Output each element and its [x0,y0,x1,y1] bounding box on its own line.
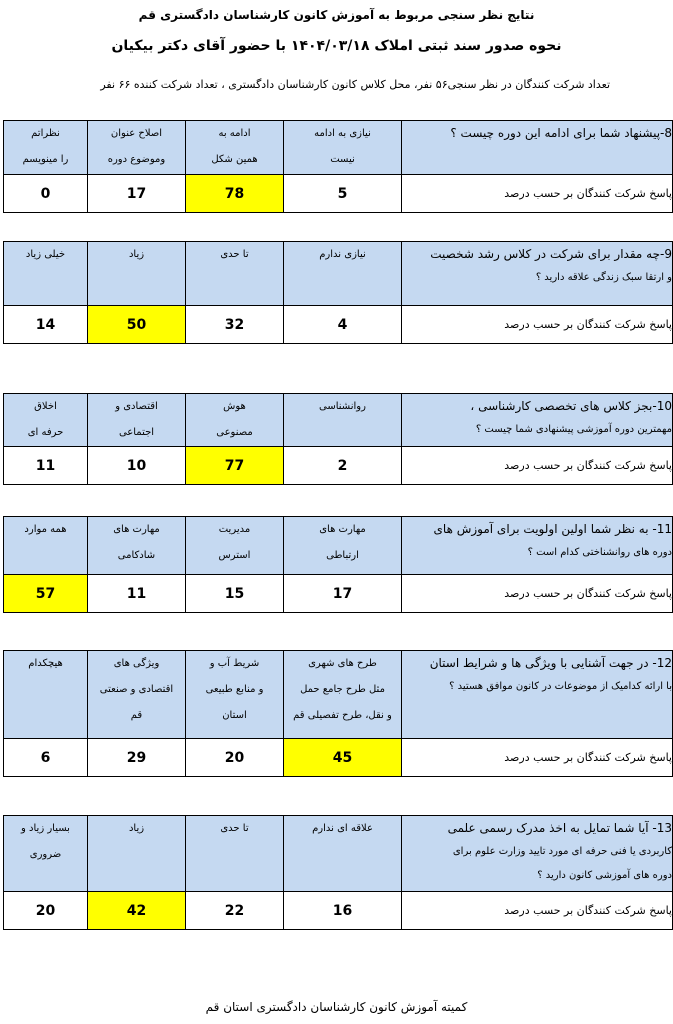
option-header [186,517,284,575]
row-label: پاسخ شرکت کنندگان بر حسب درصد [402,447,673,485]
option-label: استرس [218,550,251,561]
option-header [186,121,284,175]
option-label: اخلاق [34,401,57,412]
option-label: مصنوعی [216,427,253,438]
option-header [186,394,284,447]
option-label: هوش [223,401,246,412]
option-header [88,242,186,306]
value-cell: 16 [284,892,402,930]
option-label: علاقه ای ندارم [312,823,373,834]
question-line: کاربردی یا فنی حرفه ای مورد تایید وزارت علوم برای [452,846,672,857]
option-label: روانشناسی [319,401,366,412]
option-label: حرفه ای [27,427,64,438]
option-header [284,517,402,575]
option-label: و نقل، طرح تفصیلی قم [293,710,392,721]
value-cell: 11 [4,447,88,485]
question-line: و ارتقا سبک زندگی علاقه دارید ؟ [535,272,672,283]
option-label: نیست [330,154,355,165]
question-text [402,816,673,892]
option-label: نظراتم [31,128,60,139]
option-label: مهارت های [319,524,366,535]
option-label: شریط آب و [209,658,260,669]
option-header [186,651,284,739]
value-cell: 14 [4,306,88,344]
option-header [88,121,186,175]
option-label: اقتصادی و صنعتی [99,684,174,695]
option-label: را مینویسم [22,154,69,165]
option-label: بسیار زیاد و [21,823,70,834]
question-line: 13- آیا شما تمایل به اخذ مدرک رسمی علمی [447,821,672,835]
question-table-q11 [3,516,673,613]
option-label: مدیریت [218,524,251,535]
highlighted-value-cell: 57 [4,575,88,613]
option-header [186,242,284,306]
option-label: زیاد [128,249,145,260]
question-text [402,394,673,447]
value-cell: 22 [186,892,284,930]
option-header [88,394,186,447]
question-table-q9 [3,241,673,344]
option-header [284,816,402,892]
value-cell: 11 [88,575,186,613]
value-cell: 0 [4,175,88,213]
option-label: ویژگی های [113,658,160,669]
question-line: دوره های روانشناختی کدام است ؟ [527,547,672,558]
row-label: پاسخ شرکت کنندگان بر حسب درصد [402,575,673,613]
option-label: مثل طرح جامع حمل [300,684,385,695]
question-text [402,242,673,306]
question-table-q13 [3,815,673,930]
question-line: مهمترین دوره آموزشی پیشنهادی شما چیست ؟ [475,424,672,435]
value-cell: 29 [88,739,186,777]
option-header [284,394,402,447]
option-label: شادکامی [117,550,156,561]
option-label: تا حدی [220,823,249,834]
session-title: نحوه صدور سند ثبتی املاک ۱۴۰۴/۰۳/۱۸ با حضور آقای دکتر بیکیان [111,38,562,54]
report-title: نتایج نظر سنجی مربوط به آموزش کانون کارشناسان دادگستری قم [138,8,535,22]
option-header [284,121,402,175]
option-label: اصلاح عنوان [110,128,163,139]
option-label: نیازی ندارم [319,249,366,260]
question-line: 8-پیشنهاد شما برای ادامه این دوره چیست ؟ [450,126,672,140]
question-line: 12- در جهت آشنایی با ویژگی ها و شرایط استان [429,656,672,670]
question-text [402,517,673,575]
option-label: زیاد [128,823,145,834]
option-label: همه موارد [24,524,67,535]
question-line: 11- به نظر شما اولین اولویت برای آموزش های [433,522,672,536]
question-line: با ارائه کدامیک از موضوعات در کانون موافق هستید ؟ [449,681,672,692]
option-header [88,517,186,575]
option-header [186,816,284,892]
option-label: اقتصادی و [115,401,158,412]
value-cell: 10 [88,447,186,485]
question-line: 10-بجز کلاس های تخصصی کارشناسی ، [470,399,672,413]
question-table-q12 [3,650,673,777]
value-cell: 32 [186,306,284,344]
option-label: اجتماعی [118,427,155,438]
option-header [4,816,88,892]
highlighted-value-cell: 42 [88,892,186,930]
option-header [4,394,88,447]
option-label: مهارت های [113,524,160,535]
value-cell: 17 [88,175,186,213]
option-label: تا حدی [220,249,249,260]
row-label: پاسخ شرکت کنندگان بر حسب درصد [402,306,673,344]
option-label: هیچکدام [28,658,63,669]
question-table-q8 [3,120,673,213]
option-header [4,121,88,175]
option-header [4,517,88,575]
value-cell: 20 [186,739,284,777]
option-label: خیلی زیاد [25,249,66,260]
highlighted-value-cell: 50 [88,306,186,344]
value-cell: 4 [284,306,402,344]
option-label: وموضوع دوره [107,154,166,165]
question-table-q10 [3,393,673,485]
row-label: پاسخ شرکت کنندگان بر حسب درصد [402,892,673,930]
option-label: ادامه به [218,128,251,139]
value-cell: 2 [284,447,402,485]
option-header [88,651,186,739]
option-header [88,816,186,892]
participants-info: تعداد شرکت کنندگان در نظر سنجی۵۶ نفر، محل کلاس کانون کارشناسان دادگستری ، تعداد شرکت کننده ۶۶ نفر [100,78,610,91]
highlighted-value-cell: 77 [186,447,284,485]
option-label: طرح های شهری [308,658,377,669]
highlighted-value-cell: 45 [284,739,402,777]
value-cell: 20 [4,892,88,930]
option-label: نیازی به ادامه [314,128,371,139]
option-header [284,651,402,739]
option-header [284,242,402,306]
value-cell: 5 [284,175,402,213]
option-label: قم [130,710,143,721]
highlighted-value-cell: 78 [186,175,284,213]
question-text [402,121,673,175]
row-label: پاسخ شرکت کنندگان بر حسب درصد [402,175,673,213]
option-label: ضروری [29,849,62,860]
value-cell: 15 [186,575,284,613]
row-label: پاسخ شرکت کنندگان بر حسب درصد [402,739,673,777]
question-text [402,651,673,739]
footer-committee: کمیته آموزش کانون کارشناسان دادگستری استان قم [205,1000,468,1014]
value-cell: 6 [4,739,88,777]
question-line: 9-چه مقدار برای شرکت در کلاس رشد شخصیت [430,247,672,261]
question-line: دوره های آموزشی کانون دارید ؟ [537,870,672,881]
option-header [4,651,88,739]
option-header [4,242,88,306]
option-label: استان [222,710,247,721]
option-label: ارتباطی [326,550,359,561]
option-label: و منابع طبیعی [205,684,264,695]
value-cell: 17 [284,575,402,613]
option-label: همین شکل [211,154,258,165]
